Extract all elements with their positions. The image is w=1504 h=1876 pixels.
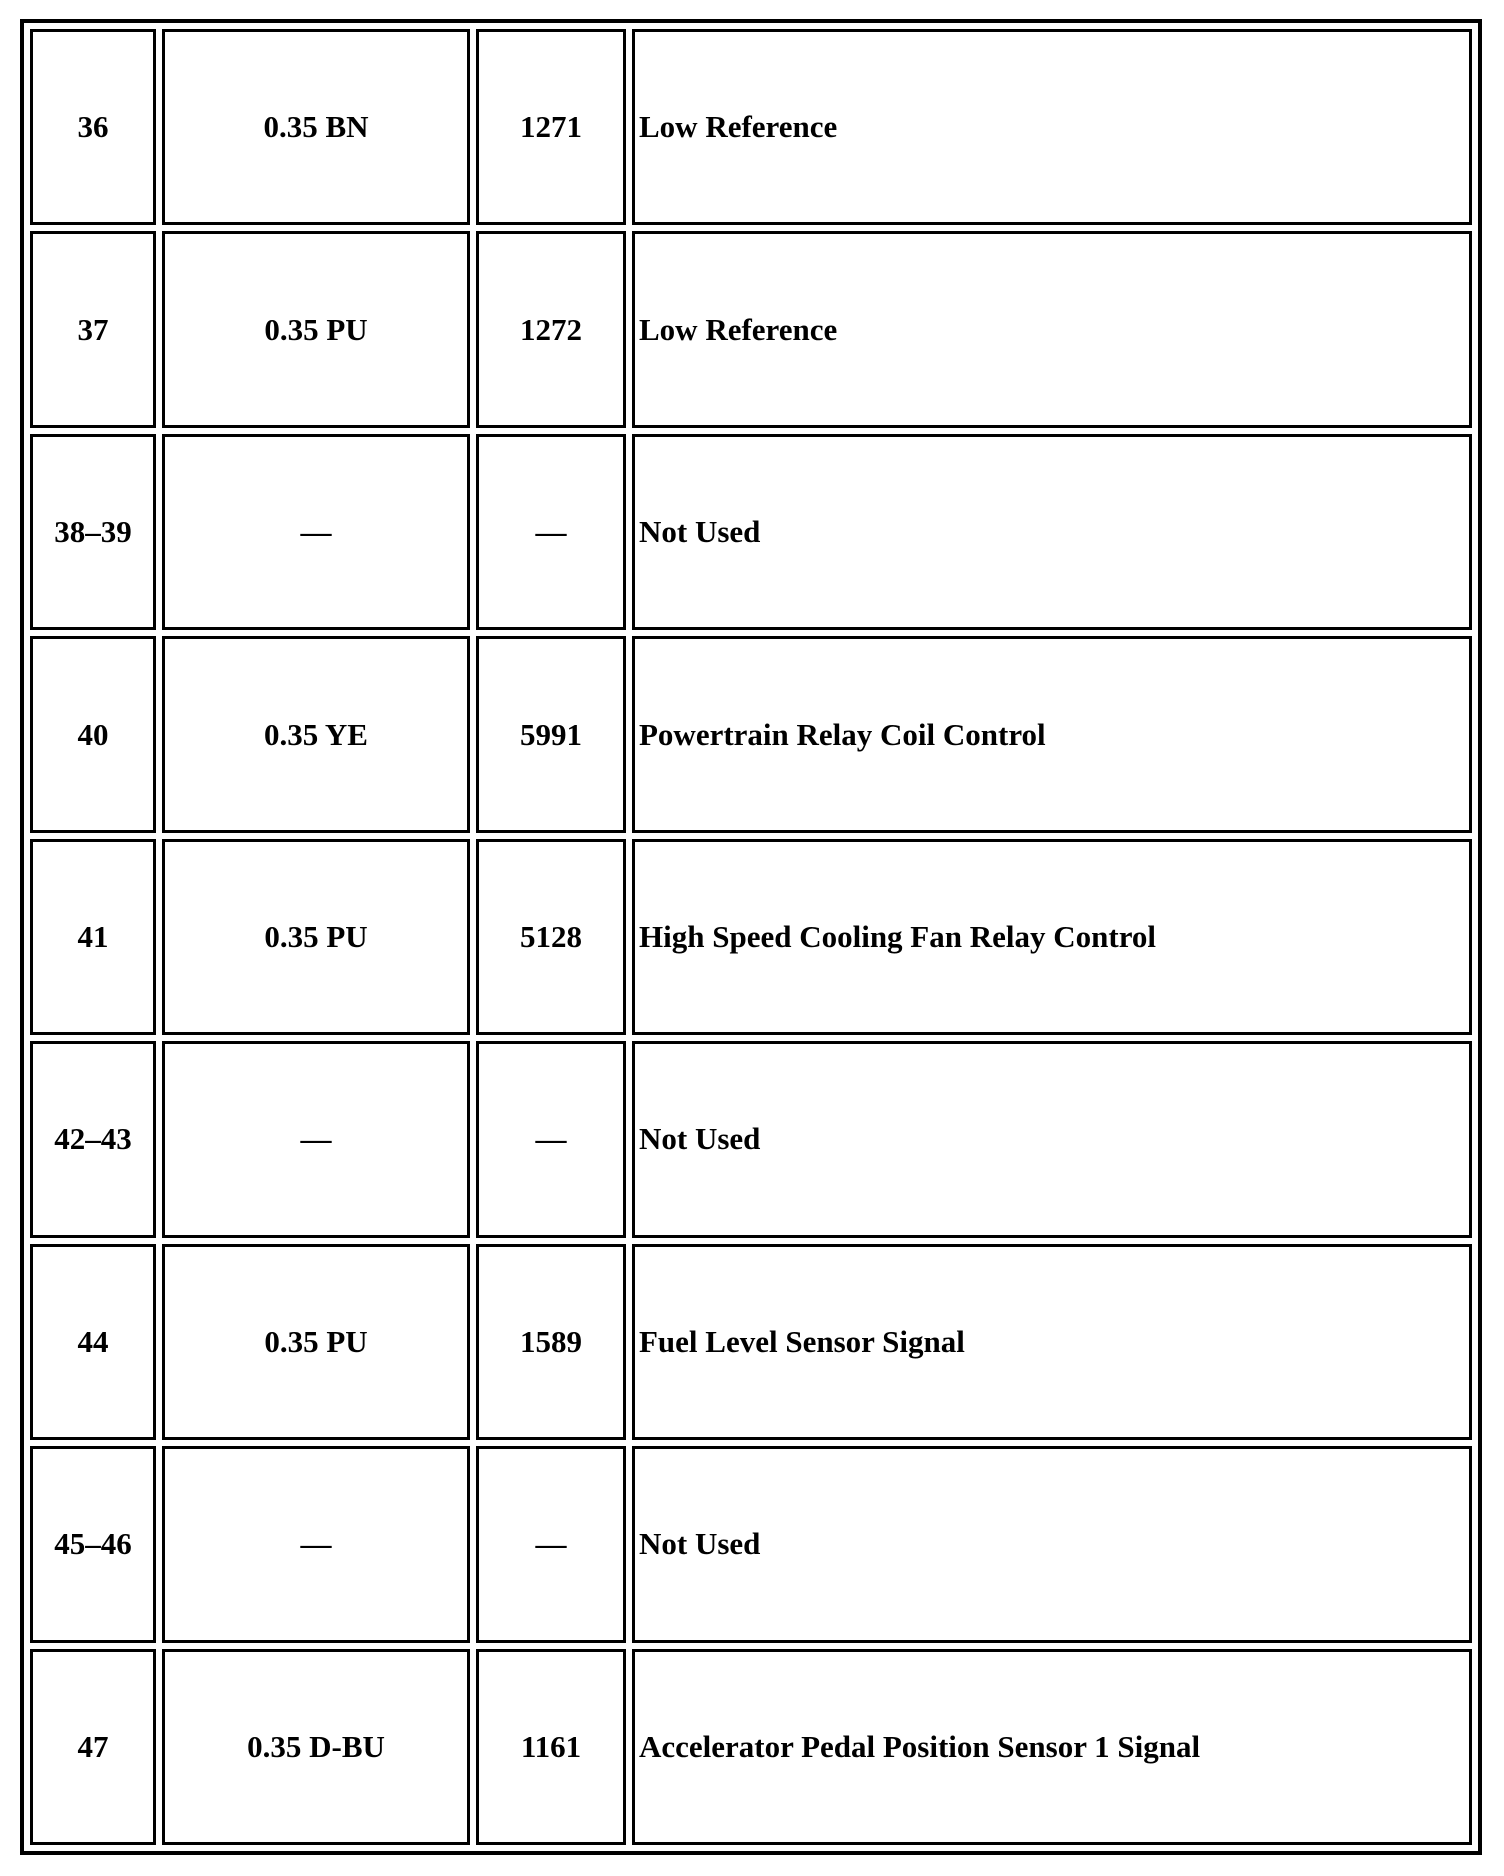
pin-cell: 41 [30,839,156,1035]
wire-size-color-cell: 0.35 PU [162,839,470,1035]
table-row [30,1649,1472,1846]
circuit-cell: 1271 [476,29,626,225]
table-body [30,29,1472,1845]
wire-size-color-cell: 0.35 PU [162,231,470,427]
wire-size-color-cell: 0.35 YE [162,636,470,832]
pin-cell: 38–39 [30,434,156,630]
function-cell: High Speed Cooling Fan Relay Control [632,839,1472,1035]
wire-size-color-cell: 0.35 PU [162,1244,470,1440]
pin-cell: 37 [30,231,156,427]
table-row [30,434,1472,630]
table-row [30,1446,1472,1642]
function-cell: Not Used [632,1446,1472,1642]
table-row [30,1041,1472,1237]
function-cell: Accelerator Pedal Position Sensor 1 Signal [632,1649,1472,1846]
table-row [30,839,1472,1035]
function-cell: Not Used [632,1041,1472,1237]
table-row [30,231,1472,427]
wire-size-color-cell: — [162,434,470,630]
pin-cell: 44 [30,1244,156,1440]
circuit-cell: — [476,1041,626,1237]
wire-size-color-cell: — [162,1446,470,1642]
circuit-cell: 1161 [476,1649,626,1846]
circuit-cell: 1272 [476,231,626,427]
circuit-cell: — [476,434,626,630]
circuit-cell: 5128 [476,839,626,1035]
function-cell: Low Reference [632,231,1472,427]
wire-size-color-cell: 0.35 BN [162,29,470,225]
pin-cell: 47 [30,1649,156,1846]
function-cell: Fuel Level Sensor Signal [632,1244,1472,1440]
circuit-cell: 5991 [476,636,626,832]
connector-pinout-table [20,19,1482,1855]
pin-cell: 45–46 [30,1446,156,1642]
wire-size-color-cell: — [162,1041,470,1237]
pin-cell: 36 [30,29,156,225]
wire-size-color-cell: 0.35 D-BU [162,1649,470,1846]
circuit-cell: 1589 [476,1244,626,1440]
table-row [30,1244,1472,1440]
function-cell: Not Used [632,434,1472,630]
circuit-cell: — [476,1446,626,1642]
pin-cell: 40 [30,636,156,832]
function-cell: Powertrain Relay Coil Control [632,636,1472,832]
pin-cell: 42–43 [30,1041,156,1237]
function-cell: Low Reference [632,29,1472,225]
table-row [30,636,1472,832]
table-row [30,29,1472,225]
